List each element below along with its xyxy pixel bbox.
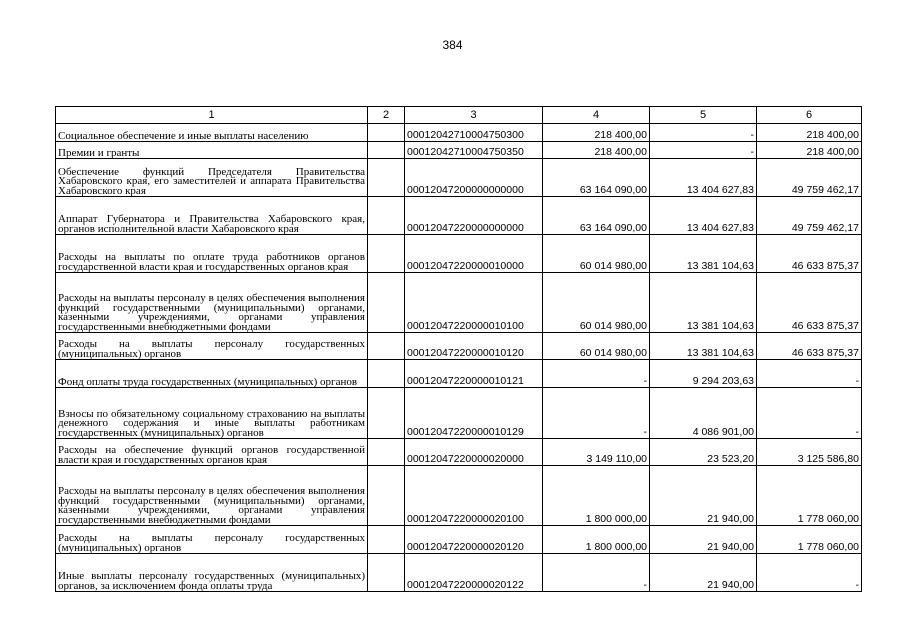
row-code: 00012047220000020120 (405, 526, 543, 554)
row-value-5: 13 381 104,63 (650, 235, 757, 273)
row-value-6: 46 633 875,37 (757, 273, 862, 333)
row-value-5: - (650, 142, 757, 159)
table-row (56, 439, 862, 466)
row-code: 00012042710004750350 (405, 142, 543, 159)
row-value-4: 60 014 980,00 (543, 333, 650, 360)
row-col2 (368, 142, 405, 159)
table-row (56, 197, 862, 235)
header-col-6: 6 (757, 107, 862, 124)
row-value-5: 21 940,00 (650, 526, 757, 554)
row-name: Премии и гранты (56, 142, 368, 159)
row-col2 (368, 439, 405, 466)
row-value-6: 218 400,00 (757, 124, 862, 142)
row-code: 00012047220000010120 (405, 333, 543, 360)
header-col-2: 2 (368, 107, 405, 124)
row-col2 (368, 360, 405, 388)
row-code: 00012047220000010121 (405, 360, 543, 388)
row-code: 00012047220000020100 (405, 466, 543, 526)
table-row (56, 142, 862, 159)
table-row (56, 388, 862, 439)
table-row (56, 526, 862, 554)
row-value-5: 23 523,20 (650, 439, 757, 466)
row-value-4: 1 800 000,00 (543, 466, 650, 526)
row-code: 00012047220000000000 (405, 197, 543, 235)
row-col2 (368, 554, 405, 592)
table-row (56, 554, 862, 592)
row-value-5: 13 381 104,63 (650, 333, 757, 360)
row-col2 (368, 235, 405, 273)
row-name: Фонд оплаты труда государственных (муниципальных) органов (56, 360, 368, 388)
row-value-4: - (543, 388, 650, 439)
row-value-5: 4 086 901,00 (650, 388, 757, 439)
row-name: Расходы на выплаты персоналу государственных (муниципальных) органов (56, 333, 368, 360)
row-value-6: 46 633 875,37 (757, 235, 862, 273)
row-value-5: 13 404 627,83 (650, 159, 757, 197)
row-name: Расходы на выплаты по оплате труда работников органов государственной власти края и государственных органов края (56, 235, 368, 273)
row-value-5: - (650, 124, 757, 142)
budget-table (55, 106, 862, 592)
table-row (56, 124, 862, 142)
table-row (56, 360, 862, 388)
row-value-5: 21 940,00 (650, 466, 757, 526)
header-row (56, 107, 862, 124)
row-name: Взносы по обязательному социальному страхованию на выплаты денежного содержания и иные выплаты работникам государственных (муниципальных) органов (56, 388, 368, 439)
row-value-4: 1 800 000,00 (543, 526, 650, 554)
row-name: Обеспечение функций Председателя Правительства Хабаровского края, его заместителей и аппарата Правительства Хабаровского края (56, 159, 368, 197)
row-value-4: 218 400,00 (543, 124, 650, 142)
page-number: 384 (442, 38, 463, 52)
row-code: 00012047220000010000 (405, 235, 543, 273)
row-name: Расходы на обеспечение функций органов государственной власти края и государственных органов края (56, 439, 368, 466)
row-col2 (368, 388, 405, 439)
row-value-4: - (543, 554, 650, 592)
row-code: 00012047220000020000 (405, 439, 543, 466)
row-col2 (368, 466, 405, 526)
row-name: Расходы на выплаты персоналу в целях обеспечения выполнения функций государственными (муниципальными) органами, казенными учреждениями, органами управления государственными внебюджетными фондами (56, 273, 368, 333)
row-name: Социальное обеспечение и иные выплаты населению (56, 124, 368, 142)
row-col2 (368, 197, 405, 235)
row-code: 00012042710004750300 (405, 124, 543, 142)
row-value-5: 13 381 104,63 (650, 273, 757, 333)
row-value-5: 21 940,00 (650, 554, 757, 592)
row-value-6: 49 759 462,17 (757, 197, 862, 235)
row-code: 00012047220000020122 (405, 554, 543, 592)
row-col2 (368, 273, 405, 333)
row-value-6: - (757, 554, 862, 592)
row-col2 (368, 526, 405, 554)
row-value-5: 13 404 627,83 (650, 197, 757, 235)
row-value-4: 218 400,00 (543, 142, 650, 159)
row-value-6: 46 633 875,37 (757, 333, 862, 360)
row-value-5: 9 294 203,63 (650, 360, 757, 388)
table-row (56, 159, 862, 197)
row-col2 (368, 124, 405, 142)
table-row (56, 273, 862, 333)
row-value-6: 218 400,00 (757, 142, 862, 159)
row-name: Расходы на выплаты персоналу государственных (муниципальных) органов (56, 526, 368, 554)
row-value-6: 49 759 462,17 (757, 159, 862, 197)
header-col-1: 1 (56, 107, 368, 124)
row-code: 00012047220000010129 (405, 388, 543, 439)
table-row (56, 235, 862, 273)
header-col-3: 3 (405, 107, 543, 124)
row-name: Аппарат Губернатора и Правительства Хабаровского края, органов исполнительной власти Хабаровского края (56, 197, 368, 235)
row-code: 00012047220000010100 (405, 273, 543, 333)
row-value-6: - (757, 388, 862, 439)
row-value-6: 1 778 060,00 (757, 526, 862, 554)
row-name: Расходы на выплаты персоналу в целях обеспечения выполнения функций государственными (муниципальными) органами, казенными учреждениями, органами управления государственными внебюджетными фондами (56, 466, 368, 526)
row-value-6: - (757, 360, 862, 388)
row-col2 (368, 159, 405, 197)
row-value-4: 63 164 090,00 (543, 159, 650, 197)
header-col-4: 4 (543, 107, 650, 124)
header-col-5: 5 (650, 107, 757, 124)
row-name: Иные выплаты персоналу государственных (муниципальных) органов, за исключением фонда оплаты труда (56, 554, 368, 592)
table-row (56, 466, 862, 526)
row-value-4: 3 149 110,00 (543, 439, 650, 466)
table-row (56, 333, 862, 360)
row-value-4: - (543, 360, 650, 388)
row-col2 (368, 333, 405, 360)
row-value-4: 60 014 980,00 (543, 273, 650, 333)
row-value-6: 1 778 060,00 (757, 466, 862, 526)
row-value-4: 63 164 090,00 (543, 197, 650, 235)
row-code: 00012047200000000000 (405, 159, 543, 197)
row-value-6: 3 125 586,80 (757, 439, 862, 466)
row-value-4: 60 014 980,00 (543, 235, 650, 273)
